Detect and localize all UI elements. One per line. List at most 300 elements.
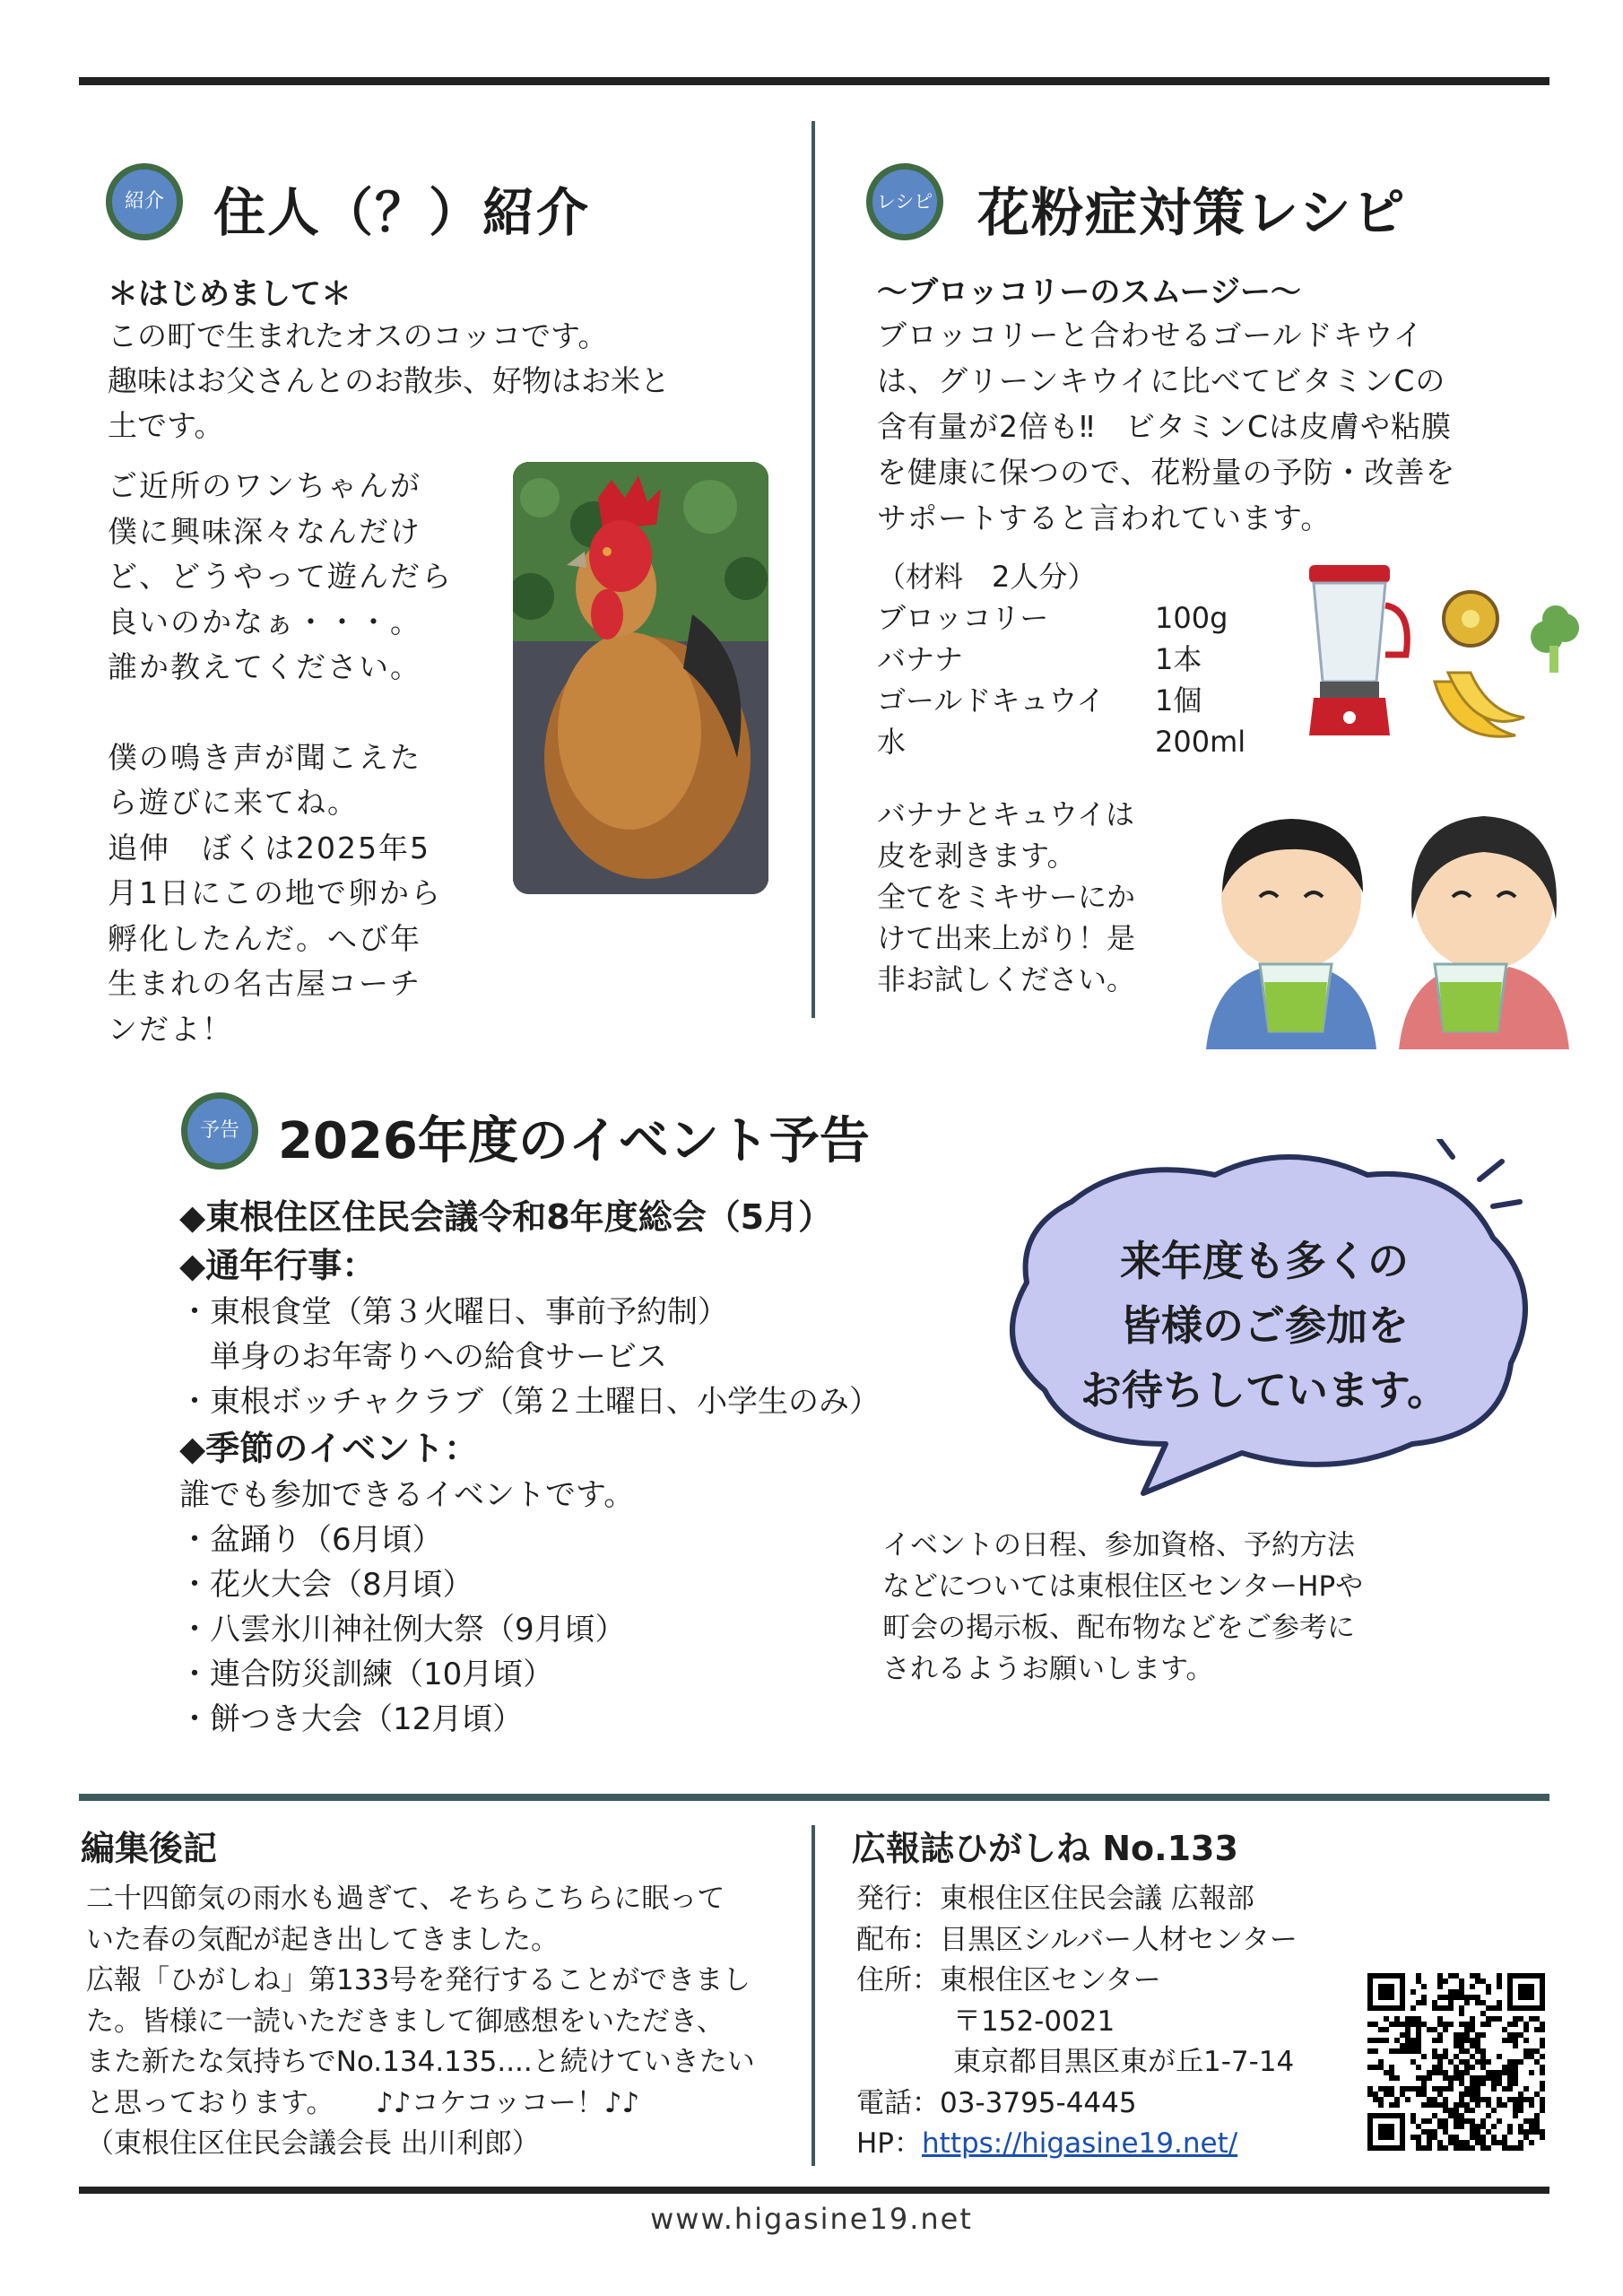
qr-module [1513, 2108, 1518, 2113]
recipe-line: サポートすると言われています。 [877, 500, 1332, 535]
qr-module [1529, 2016, 1534, 2022]
qr-module [1475, 1973, 1480, 1979]
qr-module [1443, 2102, 1448, 2108]
qr-module [1443, 2118, 1448, 2124]
qr-module [1486, 2070, 1491, 2075]
qr-module [1513, 2075, 1518, 2081]
qr-module [1421, 2054, 1427, 2059]
qr-module [1518, 2102, 1523, 2108]
editorial-title: 編集後記 [81, 1829, 218, 1868]
qr-module [1432, 2000, 1437, 2005]
qr-module [1486, 2059, 1491, 2065]
qr-module [1534, 2118, 1540, 2124]
qr-module [1475, 2124, 1480, 2129]
qr-module [1497, 1973, 1502, 1979]
qr-module [1443, 2027, 1448, 2032]
qr-module [1513, 2038, 1518, 2043]
ingredients-list [877, 556, 1245, 762]
recipe-line: 含有量が2倍も‼ ビタミンCは皮膚や粘膜 [877, 409, 1453, 444]
qr-module [1540, 2097, 1545, 2102]
qr-module [1448, 2081, 1454, 2086]
recipe-title: 花粉症対策レシピ [977, 182, 1407, 243]
qr-module [1443, 2086, 1448, 2092]
qr-module [1470, 2097, 1475, 2102]
qr-module [1459, 1979, 1464, 1984]
qr-module [1416, 2124, 1421, 2129]
qr-module [1491, 2135, 1497, 2140]
qr-module [1470, 2038, 1475, 2043]
qr-module [1437, 1995, 1443, 2000]
qr-module [1410, 2043, 1416, 2048]
qr-module [1389, 2092, 1394, 2097]
qr-module [1421, 2075, 1427, 2081]
qr-module [1443, 2022, 1448, 2027]
qr-module [1497, 2005, 1502, 2011]
qr-module [1427, 2027, 1432, 2032]
qr-module [1421, 2081, 1427, 2086]
qr-module [1448, 2005, 1454, 2011]
qr-module [1400, 2086, 1405, 2092]
seasonal-line: ・餅つき大会（12月頃） [179, 1701, 524, 1737]
publication-title: 広報誌ひがしね No.133 [852, 1829, 1238, 1868]
intro-line: 土です。 [108, 408, 224, 443]
bottom-rule [79, 2187, 1549, 2194]
qr-module [1475, 2086, 1480, 2092]
qr-module [1513, 2070, 1518, 2075]
qr-module [1534, 2016, 1540, 2022]
qr-module [1421, 2092, 1427, 2097]
qr-module [1432, 2113, 1437, 2118]
bubble-text [1031, 1229, 1497, 1422]
qr-module [1405, 2048, 1410, 2054]
qr-module [1513, 2059, 1518, 2065]
qr-module [1534, 2059, 1540, 2065]
qr-module [1373, 2022, 1378, 2027]
note-line: などについては東根住区センターHPや [882, 1570, 1364, 1603]
qr-module [1486, 2145, 1491, 2151]
qr-module [1443, 2048, 1448, 2054]
qr-module [1470, 2108, 1475, 2113]
qr-module [1410, 2118, 1416, 2124]
qr-module [1384, 2092, 1389, 2097]
qr-module [1454, 1973, 1459, 1979]
qr-module [1437, 2124, 1443, 2129]
qr-module [1507, 2081, 1513, 2086]
qr-module [1459, 1989, 1464, 1995]
footer-website: www.higasine19.net [650, 2202, 973, 2236]
qr-module [1480, 2022, 1486, 2027]
qr-code[interactable] [1367, 1973, 1545, 2151]
qr-module [1480, 2032, 1486, 2038]
qr-module [1367, 2038, 1373, 2043]
body-line: ど、どうやって遊んだら [108, 559, 453, 594]
qr-module [1454, 2043, 1459, 2048]
qr-module [1410, 2086, 1416, 2092]
qr-module [1475, 2048, 1480, 2054]
qr-module [1384, 2070, 1389, 2075]
qr-module [1475, 2043, 1480, 2048]
qr-module [1416, 2027, 1421, 2032]
qr-module [1416, 2075, 1421, 2081]
qr-module [1427, 2075, 1432, 2081]
qr-module [1459, 2059, 1464, 2065]
recipe-line: ブロッコリーと合わせるゴールドキウイ [877, 317, 1424, 352]
qr-module [1437, 2102, 1443, 2108]
seasonal-line: ・花火大会（8月頃） [179, 1567, 473, 1603]
qr-module [1378, 2065, 1384, 2070]
editorial-line: 広報「ひがしね」第133号を発行することができまし [86, 1964, 751, 1996]
qr-module [1486, 2016, 1491, 2022]
intro-title: 住人（？）紹介 [213, 182, 591, 243]
qr-module [1459, 2038, 1464, 2043]
qr-module [1491, 2124, 1497, 2129]
qr-module [1443, 2097, 1448, 2102]
qr-module [1480, 1979, 1486, 1984]
qr-module [1400, 2043, 1405, 2048]
qr-module [1448, 2113, 1454, 2118]
qr-module [1507, 2022, 1513, 2027]
qr-module [1480, 2097, 1486, 2102]
rooster-photo [513, 462, 768, 894]
qr-module [1464, 1995, 1470, 2000]
method-line: 非お試しください。 [877, 962, 1136, 996]
seasonal-events [179, 1473, 880, 1742]
method-line: バナナとキュウイは [877, 797, 1135, 831]
qr-module [1486, 2075, 1491, 2081]
qr-module [1529, 2097, 1534, 2102]
qr-module [1523, 2027, 1529, 2032]
qr-finder [1378, 1984, 1394, 2000]
qr-module [1459, 2081, 1464, 2086]
qr-module [1400, 2022, 1405, 2027]
recipe-subtitle: ～ブロッコリーのスムージー～ [877, 274, 1301, 310]
qr-module [1502, 2038, 1507, 2043]
qr-module [1534, 2129, 1540, 2135]
editorial-body [86, 1879, 755, 2165]
footer-top-rule [79, 1794, 1549, 1801]
qr-module [1475, 2129, 1480, 2135]
intro-line: 趣味はお父さんとのお散歩、好物はお米と [108, 363, 670, 398]
qr-module [1540, 2070, 1545, 2075]
blender-fruit-illustration [1300, 556, 1587, 753]
qr-module [1394, 2038, 1400, 2043]
recipe-line: は、グリーンキウイに比べてビタミンCの [877, 363, 1446, 398]
qr-module [1432, 2065, 1437, 2070]
events-heading-general-meeting: ◆東根住区住民会議令和8年度総会（5月） [179, 1197, 833, 1237]
qr-module [1518, 2032, 1523, 2038]
qr-module [1464, 2032, 1470, 2038]
qr-module [1529, 2140, 1534, 2145]
qr-module [1507, 2075, 1513, 2081]
qr-module [1534, 2124, 1540, 2129]
qr-module [1389, 2102, 1394, 2108]
qr-module [1513, 2065, 1518, 2070]
body-line: 誰か教えてください。 [108, 649, 421, 684]
qr-module [1491, 2081, 1497, 2086]
qr-module [1437, 1979, 1443, 1984]
qr-module [1437, 2032, 1443, 2038]
body-line: ンだよ！ [108, 1011, 233, 1047]
qr-module [1454, 2118, 1459, 2124]
qr-module [1502, 2027, 1507, 2032]
qr-module [1454, 2140, 1459, 2145]
qr-module [1497, 2054, 1502, 2059]
qr-module [1464, 2038, 1470, 2043]
qr-module [1480, 2124, 1486, 2129]
qr-module [1443, 2070, 1448, 2075]
qr-module [1378, 2086, 1384, 2092]
qr-module [1405, 2038, 1410, 2043]
note-line: されるようお願いします。 [882, 1653, 1214, 1685]
address: 東京都目黒区東が丘1-7-14 [953, 2046, 1295, 2078]
body-line: ら遊びに来てね。 [108, 785, 359, 820]
qr-module [1470, 2043, 1475, 2048]
qr-module [1437, 2022, 1443, 2027]
qr-module [1454, 2124, 1459, 2129]
ingredient-row [877, 639, 1245, 680]
qr-module [1410, 2005, 1416, 2011]
qr-module [1464, 2086, 1470, 2092]
qr-module [1470, 2129, 1475, 2135]
qr-module [1523, 2022, 1529, 2027]
qr-module [1475, 2059, 1480, 2065]
qr-module [1405, 2022, 1410, 2027]
ingredients-header: （材料 2人分） [877, 560, 1097, 594]
qr-module [1475, 2081, 1480, 2086]
ingredient-amount: 1本 [1155, 642, 1202, 676]
seasonal-line: ・盆踊り（6月頃） [179, 1522, 443, 1558]
bubble-line: 皆様のご参加を [1120, 1301, 1409, 1350]
homepage-link[interactable]: https://higasine19.net/ [922, 2127, 1238, 2160]
qr-module [1378, 2102, 1384, 2108]
qr-module [1486, 2113, 1491, 2118]
qr-module [1513, 2145, 1518, 2151]
qr-module [1475, 2032, 1480, 2038]
qr-module [1502, 2086, 1507, 2092]
qr-module [1432, 2070, 1437, 2075]
qr-module [1448, 2086, 1454, 2092]
qr-module [1432, 2129, 1437, 2135]
qr-module [1540, 2038, 1545, 2043]
qr-module [1502, 2145, 1507, 2151]
events-heading-yearly: ◆通年行事： [179, 1246, 377, 1285]
qr-module [1529, 2054, 1534, 2059]
qr-module [1497, 1984, 1502, 1989]
qr-module [1507, 2129, 1513, 2135]
qr-module [1378, 2059, 1384, 2065]
qr-module [1523, 2129, 1529, 2135]
qr-module [1421, 2000, 1427, 2005]
qr-module [1427, 2102, 1432, 2108]
qr-module [1480, 2135, 1486, 2140]
qr-module [1389, 2075, 1394, 2081]
qr-module [1410, 2113, 1416, 2118]
distributor: 配布：目黒区シルバー人材センター [856, 1923, 1298, 1956]
qr-module [1432, 2086, 1437, 2092]
qr-module [1464, 2000, 1470, 2005]
qr-module [1518, 2124, 1523, 2129]
phone: 電話：03-3795-4445 [856, 2086, 1137, 2119]
recipe-badge: レシピ [866, 163, 943, 240]
qr-module [1389, 2048, 1394, 2054]
qr-module [1421, 2145, 1427, 2151]
qr-module [1454, 2113, 1459, 2118]
qr-module [1459, 2113, 1464, 2118]
qr-module [1427, 2129, 1432, 2135]
qr-module [1454, 2102, 1459, 2108]
qr-module [1502, 2102, 1507, 2108]
qr-module [1437, 2038, 1443, 2043]
ingredient-name: ゴールドキュウイ [877, 683, 1106, 718]
qr-module [1513, 2081, 1518, 2086]
qr-module [1497, 2102, 1502, 2108]
qr-module [1437, 2016, 1443, 2022]
qr-module [1454, 2065, 1459, 2070]
qr-module [1378, 2038, 1384, 2043]
qr-module [1470, 2081, 1475, 2086]
qr-module [1373, 2038, 1378, 2043]
qr-module [1378, 2027, 1384, 2032]
qr-module [1497, 2081, 1502, 2086]
qr-module [1437, 2054, 1443, 2059]
qr-module [1540, 2054, 1545, 2059]
qr-module [1427, 2140, 1432, 2145]
qr-module [1437, 2145, 1443, 2151]
qr-module [1410, 2135, 1416, 2140]
qr-module [1459, 2124, 1464, 2129]
qr-module [1405, 2097, 1410, 2102]
qr-module [1523, 2097, 1529, 2102]
note-line: イベントの日程、参加資格、予約方法 [882, 1529, 1355, 1561]
ingredient-amount: 1個 [1155, 683, 1202, 718]
qr-module [1454, 1995, 1459, 2000]
qr-module [1432, 2102, 1437, 2108]
qr-module [1410, 2016, 1416, 2022]
editorial-line: いた春の気配が起き出してきました。 [86, 1923, 559, 1956]
qr-module [1416, 1973, 1421, 1979]
qr-module [1394, 2102, 1400, 2108]
qr-module [1459, 2005, 1464, 2011]
editorial-line: また新たな気持ちでNo.134.135....と続けていきたい [86, 2046, 755, 2078]
qr-module [1384, 2027, 1389, 2032]
qr-module [1464, 2027, 1470, 2032]
qr-module [1464, 2059, 1470, 2065]
qr-module [1416, 2140, 1421, 2145]
qr-module [1389, 2022, 1394, 2027]
qr-module [1507, 2097, 1513, 2102]
qr-module [1432, 2097, 1437, 2102]
qr-module [1464, 2070, 1470, 2075]
people-drinking-illustration [1197, 803, 1583, 1049]
qr-module [1507, 2070, 1513, 2075]
qr-module [1459, 2022, 1464, 2027]
qr-module [1389, 2070, 1394, 2075]
qr-module [1540, 2022, 1545, 2027]
qr-module [1480, 2048, 1486, 2054]
qr-module [1470, 2092, 1475, 2097]
qr-module [1480, 2081, 1486, 2086]
qr-module [1384, 2016, 1389, 2022]
qr-module [1464, 2140, 1470, 2145]
qr-module [1459, 1984, 1464, 1989]
footer-column-divider [812, 1825, 815, 2166]
qr-module [1437, 2118, 1443, 2124]
qr-module [1454, 2032, 1459, 2038]
body-line: 良いのかなぁ・・・。 [108, 604, 421, 639]
yearly-line: ・東根ボッチャクラブ（第２土曜日、小学生のみ） [179, 1384, 880, 1420]
qr-module [1491, 2005, 1497, 2011]
qr-module [1491, 2140, 1497, 2145]
body-line: 孵化したんだ。へび年 [108, 920, 421, 956]
publisher: 発行：東根住区住民会議 広報部 [856, 1883, 1254, 1915]
homepage [856, 2124, 1298, 2165]
qr-module [1410, 2059, 1416, 2065]
qr-module [1470, 2065, 1475, 2070]
qr-module [1421, 2022, 1427, 2027]
qr-module [1448, 2000, 1454, 2005]
qr-module [1464, 2048, 1470, 2054]
qr-module [1454, 2135, 1459, 2140]
qr-module [1491, 2086, 1497, 2092]
qr-module [1427, 2145, 1432, 2151]
qr-module [1470, 1995, 1475, 2000]
ingredient-name: 水 [877, 725, 907, 759]
top-column-divider [812, 121, 815, 1018]
body-line: 生まれの名古屋コーチ [108, 966, 421, 1001]
qr-module [1486, 2005, 1491, 2011]
qr-module [1443, 1995, 1448, 2000]
qr-module [1459, 2075, 1464, 2081]
qr-module [1443, 2145, 1448, 2151]
seasonal-intro: 誰でも参加できるイベントです。 [179, 1477, 635, 1513]
qr-module [1513, 2032, 1518, 2038]
intro-subtitle: ＊はじめまして＊ [108, 276, 352, 312]
qr-module [1448, 2059, 1454, 2065]
body-line [108, 691, 453, 735]
bubble-line: お待ちしています。 [1080, 1366, 1449, 1414]
qr-module [1443, 2108, 1448, 2113]
qr-module [1421, 1995, 1427, 2000]
qr-module [1367, 2065, 1373, 2070]
qr-module [1432, 2027, 1437, 2032]
qr-module [1437, 2140, 1443, 2145]
qr-module [1486, 2102, 1491, 2108]
qr-module [1475, 2075, 1480, 2081]
qr-module [1437, 2059, 1443, 2065]
qr-module [1459, 2145, 1464, 2151]
qr-module [1443, 2129, 1448, 2135]
qr-module [1454, 2038, 1459, 2043]
qr-module [1410, 1989, 1416, 1995]
qr-module [1454, 2070, 1459, 2075]
qr-module [1480, 2145, 1486, 2151]
qr-module [1464, 2022, 1470, 2027]
qr-module [1529, 2124, 1534, 2129]
qr-module [1443, 2075, 1448, 2081]
qr-module [1459, 2048, 1464, 2054]
qr-module [1502, 2140, 1507, 2145]
qr-module [1540, 2129, 1545, 2135]
intro-badge: 紹介 [106, 163, 183, 240]
qr-module [1427, 2118, 1432, 2124]
qr-module [1459, 2092, 1464, 2097]
qr-module [1513, 2102, 1518, 2108]
qr-module [1497, 2075, 1502, 2081]
qr-module [1459, 2140, 1464, 2145]
qr-module [1432, 2038, 1437, 2043]
qr-module [1470, 2016, 1475, 2022]
qr-module [1523, 2048, 1529, 2054]
